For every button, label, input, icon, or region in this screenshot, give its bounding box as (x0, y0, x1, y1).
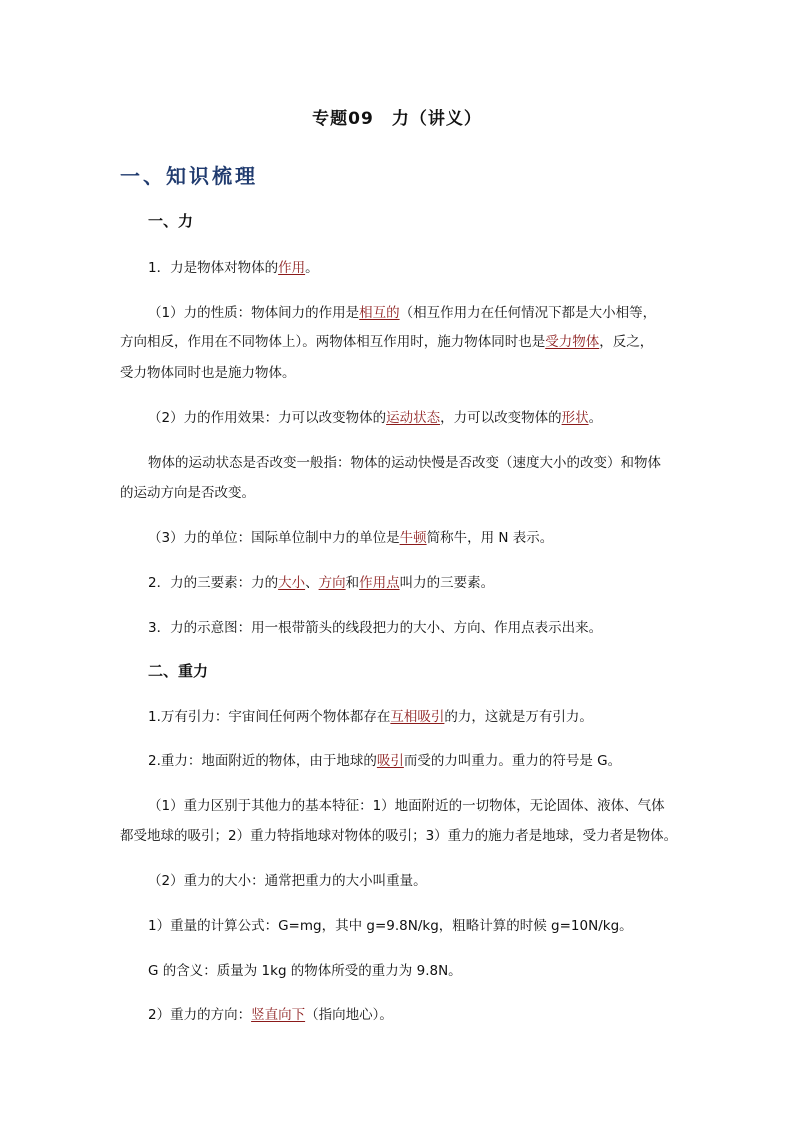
paragraph-8: 1.万有引力：宇宙间任何两个物体都存在互相吸引的力，这就是万有引力。 (148, 709, 593, 725)
paragraph-2-line2: 方向相反，作用在不同物体上）。两物体相互作用时，施力物体同时也是受力物体，反之， (120, 334, 654, 350)
paragraph-2-line3: 受力物体同时也是施力物体。 (120, 365, 296, 381)
paragraph-4-line1: 物体的运动状态是否改变一般指：物体的运动快慢是否改变（速度大小的改变）和物体 (148, 455, 661, 471)
paragraph-5: （3）力的单位：国际单位制中力的单位是牛顿简称牛，用 N 表示。 (148, 530, 554, 546)
paragraph-6: 2．力的三要素：力的大小、方向和作用点叫力的三要素。 (148, 575, 495, 591)
paragraph-10-line2: 都受地球的吸引；2）重力特指地球对物体的吸引；3）重力的施力者是地球，受力者是物体。 (120, 828, 678, 844)
paragraph-4-line2: 的运动方向是否改变。 (120, 485, 255, 501)
subheading-force: 一、力 (148, 212, 194, 230)
paragraph-14: 2）重力的方向：竖直向下（指向地心）。 (148, 1007, 393, 1023)
paragraph-7: 3．力的示意图：用一根带箭头的线段把力的大小、方向、作用点表示出来。 (148, 620, 603, 636)
paragraph-1: 1．力是物体对物体的作用。 (148, 260, 319, 276)
paragraph-11: （2）重力的大小：通常把重力的大小叫重量。 (148, 873, 427, 889)
paragraph-12: 1）重量的计算公式：G=mg，其中 g=9.8N/kg，粗略计算的时候 g=10N/kg。 (148, 918, 633, 934)
page-title: 专题09 力（讲义） (312, 109, 482, 129)
paragraph-2-line1: （1）力的性质：物体间力的作用是相互的（相互作用力在任何情况下都是大小相等， (148, 305, 657, 321)
section-heading-knowledge: 一、知识梳理 (120, 164, 258, 188)
paragraph-13: G 的含义：质量为 1kg 的物体所受的重力为 9.8N。 (148, 963, 462, 979)
paragraph-3: （2）力的作用效果：力可以改变物体的运动状态，力可以改变物体的形状。 (148, 410, 603, 426)
paragraph-10-line1: （1）重力区别于其他力的基本特征：1）地面附近的一切物体，无论固体、液体、气体 (148, 798, 665, 814)
paragraph-9: 2.重力：地面附近的物体，由于地球的吸引而受的力叫重力。重力的符号是 G。 (148, 753, 622, 769)
subheading-gravity: 二、重力 (148, 662, 209, 680)
